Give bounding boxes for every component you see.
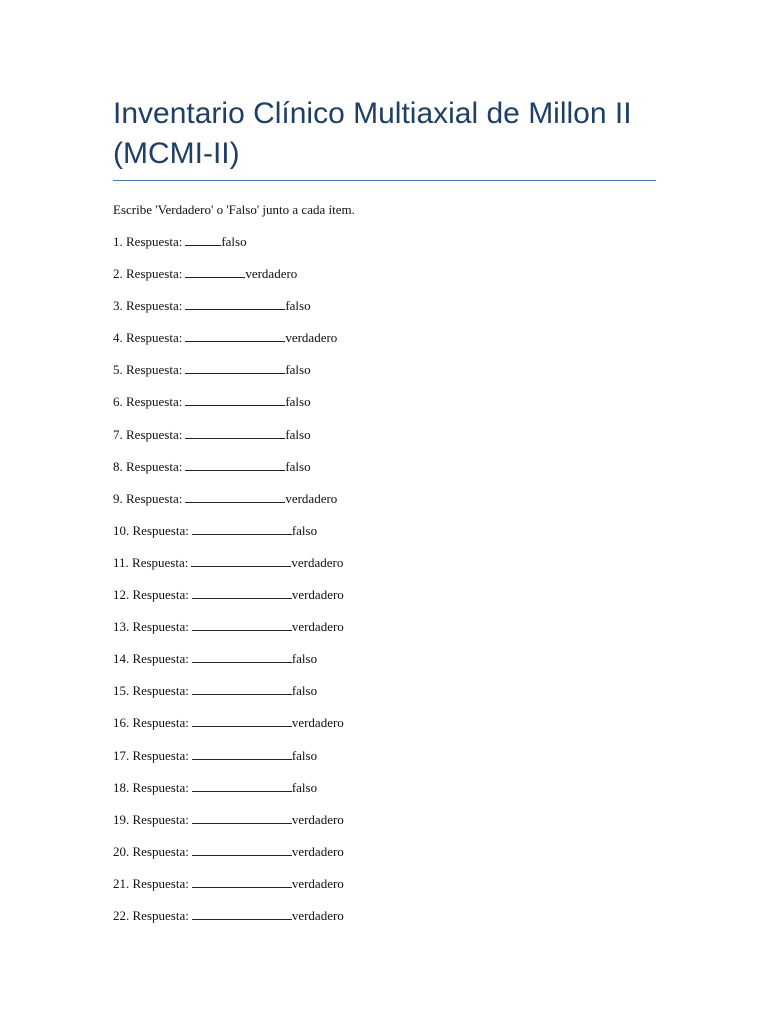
item-number: 11. [113, 554, 129, 570]
answer-blank-line [192, 748, 292, 760]
answer-blank-line [185, 266, 245, 278]
answer-value: falso [291, 651, 318, 667]
answer-value: verdadero [285, 330, 338, 346]
answer-value: falso [291, 747, 318, 763]
answer-blank-line [192, 812, 292, 824]
answer-label: Respuesta: [126, 298, 183, 314]
answer-value: verdadero [285, 490, 338, 506]
answer-label: Respuesta: [126, 490, 183, 506]
answer-blank-line [192, 651, 292, 663]
answer-blank-line [185, 491, 285, 503]
answer-row [113, 587, 344, 619]
answer-blank-line [192, 844, 292, 856]
answer-blank-line [185, 298, 285, 310]
answer-value: verdadero [291, 715, 344, 731]
answer-label: Respuesta: [126, 362, 183, 378]
answer-label: Respuesta: [126, 234, 183, 249]
answer-blank-line [192, 619, 292, 631]
answer-list [113, 234, 344, 940]
answer-value: falso [285, 298, 311, 314]
answer-label: Respuesta: [132, 779, 189, 795]
answer-value: verdadero [291, 843, 344, 859]
answer-value: verdadero [291, 875, 344, 891]
answer-row [113, 427, 344, 459]
answer-row [113, 266, 344, 298]
answer-value: verdadero [245, 266, 298, 282]
answer-label: Respuesta: [132, 587, 189, 603]
item-number: 21. [113, 875, 130, 891]
answer-blank-line [192, 587, 292, 599]
answer-label: Respuesta: [132, 907, 189, 923]
item-number: 20. [113, 843, 130, 859]
answer-row [113, 491, 344, 523]
answer-value: falso [285, 362, 311, 378]
item-number: 15. [113, 683, 130, 699]
answer-blank-line [185, 362, 285, 374]
item-number: 19. [113, 811, 130, 827]
answer-blank-line [185, 394, 285, 406]
answer-label: Respuesta: [132, 843, 189, 859]
item-number: 16. [113, 715, 130, 731]
instructions-text: Escribe 'Verdadero' o 'Falso' junto a cada ítem. [113, 202, 355, 217]
item-number: 3. [113, 298, 123, 314]
answer-row [113, 394, 344, 426]
answer-label: Respuesta: [126, 330, 183, 346]
answer-row [113, 715, 344, 747]
answer-value: falso [285, 426, 311, 442]
answer-value: verdadero [291, 554, 344, 570]
answer-label: Respuesta: [126, 394, 183, 410]
item-number: 17. [113, 747, 130, 763]
answer-blank-line [185, 234, 221, 246]
answer-row [113, 908, 344, 940]
item-number: 18. [113, 779, 130, 795]
answer-label: Respuesta: [126, 458, 183, 474]
answer-value: verdadero [291, 619, 344, 635]
answer-row [113, 651, 344, 683]
document-title: Inventario Clínico Multiaxial de Millon II (MCMI-II) [113, 94, 656, 181]
item-number: 4. [113, 330, 123, 346]
answer-blank-line [192, 715, 292, 727]
item-number: 1. [113, 234, 123, 249]
answer-value: verdadero [291, 811, 344, 827]
answer-label: Respuesta: [132, 651, 189, 667]
answer-value: falso [221, 234, 247, 249]
answer-row [113, 619, 344, 651]
item-number: 9. [113, 490, 123, 506]
answer-row [113, 876, 344, 908]
answer-value: falso [291, 779, 318, 795]
item-number: 22. [113, 907, 130, 923]
answer-row [113, 812, 344, 844]
answer-label: Respuesta: [132, 522, 189, 538]
answer-label: Respuesta: [132, 554, 189, 570]
answer-label: Respuesta: [126, 426, 183, 442]
answer-value: falso [285, 394, 311, 410]
item-number: 10. [113, 522, 130, 538]
answer-value: falso [285, 458, 311, 474]
answer-value: falso [291, 522, 318, 538]
answer-row [113, 459, 344, 491]
answer-row [113, 683, 344, 715]
answer-blank-line [191, 555, 291, 567]
item-number: 13. [113, 619, 130, 635]
item-number: 5. [113, 362, 123, 378]
answer-row [113, 523, 344, 555]
answer-blank-line [185, 459, 285, 471]
answer-row [113, 780, 344, 812]
answer-label: Respuesta: [132, 875, 189, 891]
answer-blank-line [192, 908, 292, 920]
item-number: 12. [113, 587, 130, 603]
item-number: 6. [113, 394, 123, 410]
document-page [113, 94, 656, 923]
answer-row [113, 748, 344, 780]
answer-label: Respuesta: [132, 683, 189, 699]
answer-label: Respuesta: [132, 747, 189, 763]
item-number: 8. [113, 458, 123, 474]
answer-label: Respuesta: [132, 715, 189, 731]
answer-label: Respuesta: [126, 266, 183, 282]
answer-value: falso [291, 683, 318, 699]
answer-row [113, 330, 344, 362]
answer-blank-line [185, 330, 285, 342]
item-number: 7. [113, 426, 123, 442]
answer-label: Respuesta: [132, 619, 189, 635]
answer-row [113, 362, 344, 394]
answer-blank-line [192, 780, 292, 792]
answer-blank-line [192, 876, 292, 888]
answer-row [113, 298, 344, 330]
answer-row [113, 555, 344, 587]
answer-blank-line [192, 523, 292, 535]
item-number: 2. [113, 266, 123, 282]
answer-row [113, 234, 344, 266]
answer-value: verdadero [291, 907, 344, 923]
answer-blank-line [185, 427, 285, 439]
answer-value: verdadero [291, 587, 344, 603]
answer-label: Respuesta: [132, 811, 189, 827]
answer-blank-line [192, 683, 292, 695]
answer-row [113, 844, 344, 876]
item-number: 14. [113, 651, 130, 667]
